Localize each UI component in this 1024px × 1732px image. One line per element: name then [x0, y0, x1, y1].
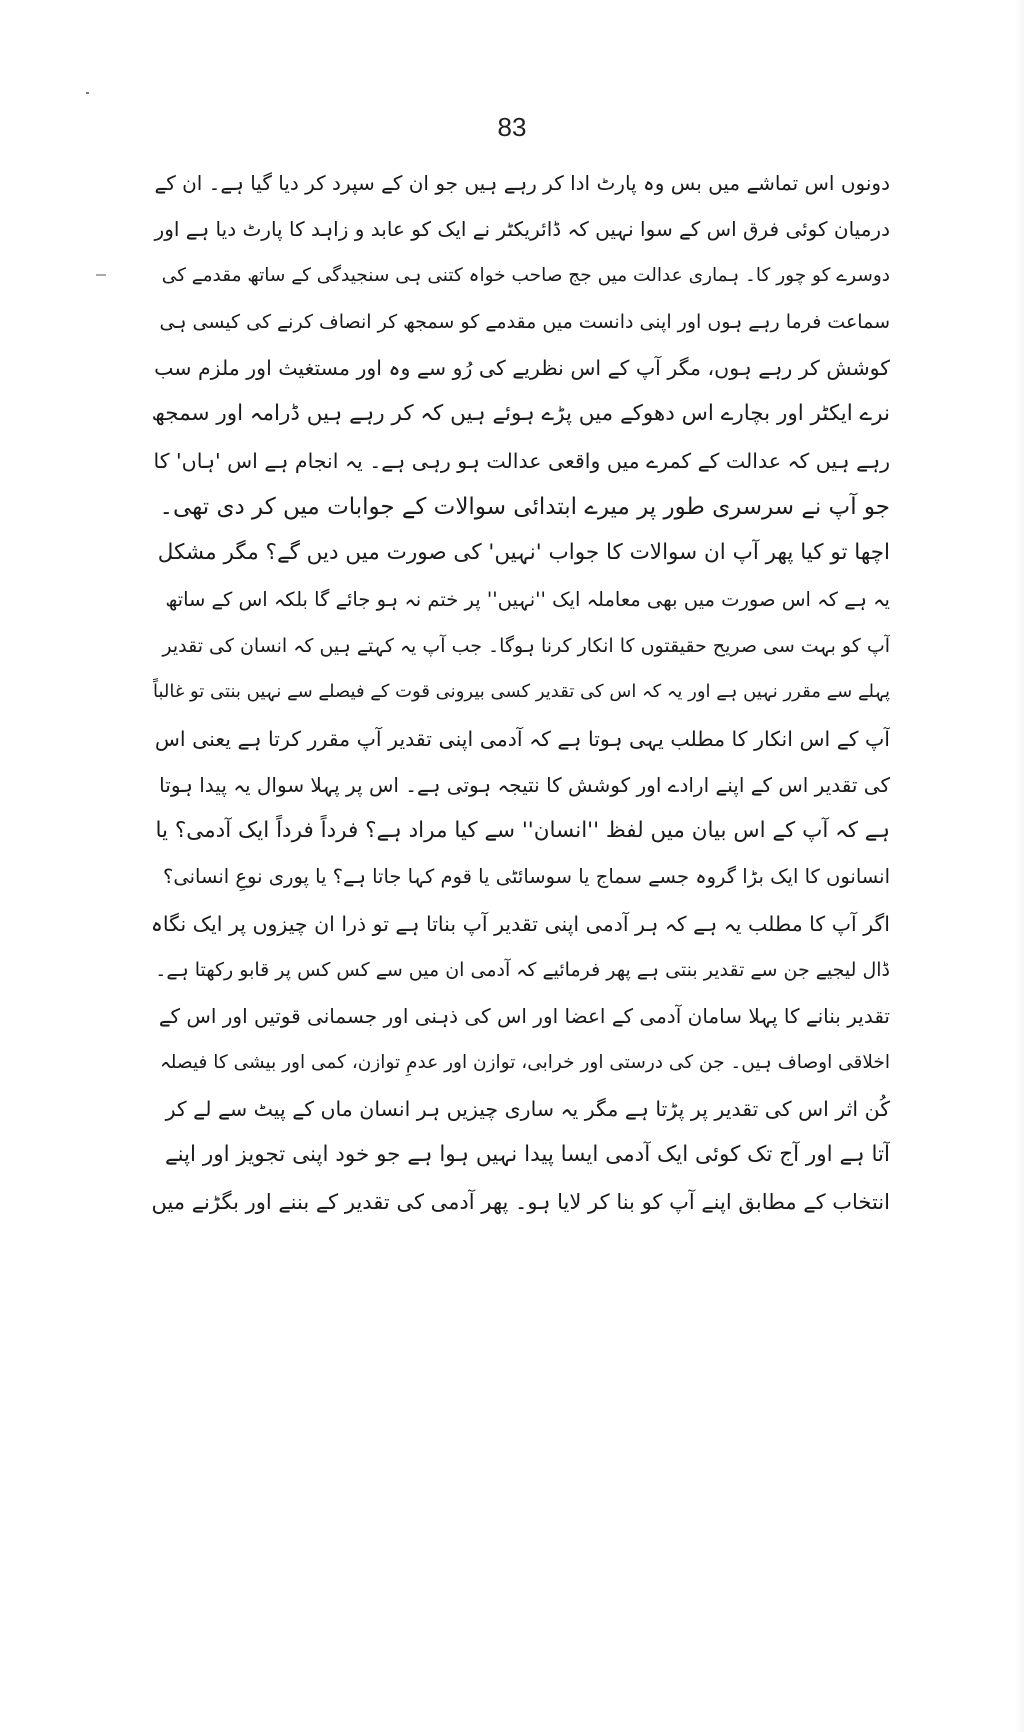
text-line-10: یہ ہے کہ اس صورت میں بھی معاملہ ایک ''نہیں'' پر ختم نہ ہو جائے گا بلکہ اس کے ساتھ: [165, 587, 890, 611]
text-line-20: اخلاقی اوصاف ہیں۔ جن کی درستی اور خرابی، توازن اور عدمِ توازن، کمی اور بیشی کا فیصلہ: [159, 1051, 890, 1073]
text-line-8: جو آپ نے سرسری طور پر میرے ابتدائی سوالات کے جوابات میں کر دی تھی۔: [159, 494, 890, 521]
text-line-16: انسانوں کا ایک بڑا گروہ جسے سماج یا سوسائٹی یا قوم کہا جاتا ہے؟ یا پوری نوعِ انسانی؟: [163, 865, 890, 889]
text-line-14: کی تقدیر اس کے اپنے ارادے اور کوشش کا نتیجہ ہوتی ہے۔ اس پر پہلا سوال یہ پیدا ہوتا: [159, 772, 890, 797]
text-line-5: کوشش کر رہے ہوں، مگر آپ کے اس نظریے کی رُو سے وہ اور مستغیث اور ملزم سب: [154, 356, 890, 381]
text-line-22: آتا ہے اور آج تک کوئی ایک آدمی ایسا پیدا نہیں ہوا ہے جو خود اپنی تجویز اور اپنے: [164, 1142, 890, 1168]
text-line-9: اچھا تو کیا پھر آپ ان سوالات کا جواب 'نہیں' کی صورت میں دیں گے؟ مگر مشکل: [157, 540, 890, 566]
text-line-23: انتخاب کے مطابق اپنے آپ کو بنا کر لایا ہو۔ پھر آدمی کی تقدیر کے بننے اور بگڑنے میں: [151, 1189, 890, 1214]
text-line-2: درمیان کوئی فرق اس کے سوا نہیں کہ ڈائریکٹر نے ایک کو عابد و زاہد کا پارٹ دیا ہے اور: [154, 217, 890, 242]
page-number: 83: [497, 112, 527, 142]
text-line-19: تقدیر بنانے کا پہلا سامان آدمی کے اعضا اور اس کی ذہنی اور جسمانی قوتیں اور اس کے: [158, 1004, 890, 1029]
body-text: [150, 160, 890, 1225]
text-line-1: دونوں اس تماشے میں بس وہ پارٹ ادا کر رہے ہیں جو ان کے سپرد کر دیا گیا ہے۔ ان کے: [154, 171, 890, 195]
text-line-4: سماعت فرما رہے ہوں اور اپنی دانست میں مقدمے کو سمجھ کر انصاف کرنے کی کیسی ہی: [159, 310, 890, 333]
text-line-21: کُن اثر اس کی تقدیر پر پڑتا ہے مگر یہ ساری چیزیں ہر انسان ماں کے پیٹ سے لے کر: [165, 1096, 890, 1121]
text-line-6: نرے ایکٹر اور بچارے اس دھوکے میں پڑے ہوئے ہیں کہ کر رہے ہیں ڈرامہ اور سمجھ: [151, 401, 890, 427]
scan-mark: [96, 274, 106, 276]
text-line-15: ہے کہ آپ کے اس بیان میں لفظ ''انسان'' سے کیا مراد ہے؟ فرداً فرداً ایک آدمی؟ یا: [155, 818, 890, 844]
text-line-13: آپ کے اس انکار کا مطلب یہی ہوتا ہے کہ آدمی اپنی تقدیر آپ مقرر کرتا ہے یعنی اس: [154, 726, 890, 751]
scan-speck: [86, 92, 89, 94]
text-line-11: آپ کو بہت سی صریح حقیقتوں کا انکار کرنا ہوگا۔ جب آپ یہ کہتے ہیں کہ انسان کی تقدیر: [162, 634, 890, 657]
text-line-7: رہے ہیں کہ عدالت کے کمرے میں واقعی عدالت ہو رہی ہے۔ یہ انجام ہے اس 'ہاں' کا: [153, 448, 890, 473]
text-line-3: دوسرے کو چور کا۔ ہماری عدالت میں جج صاحب خواہ کتنی ہی سنجیدگی کے ساتھ مقدمے کی: [161, 264, 890, 286]
text-line-12: پہلے سے مقرر نہیں ہے اور یہ کہ اس کی تقدیر کسی بیرونی قوت کے فیصلے سے نہیں بنتی تو غالباً: [152, 681, 890, 703]
page-edge-shadow: [1016, 0, 1024, 1732]
text-line-18: ڈال لیجیے جن سے تقدیر بنتی ہے پھر فرمائیے کہ آدمی ان میں سے کس کس پر قابو رکھتا ہے۔: [155, 959, 890, 982]
text-line-17: اگر آپ کا مطلب یہ ہے کہ ہر آدمی اپنی تقدیر آپ بناتا ہے تو ذرا ان چیزوں پر ایک نگاہ: [150, 911, 890, 936]
